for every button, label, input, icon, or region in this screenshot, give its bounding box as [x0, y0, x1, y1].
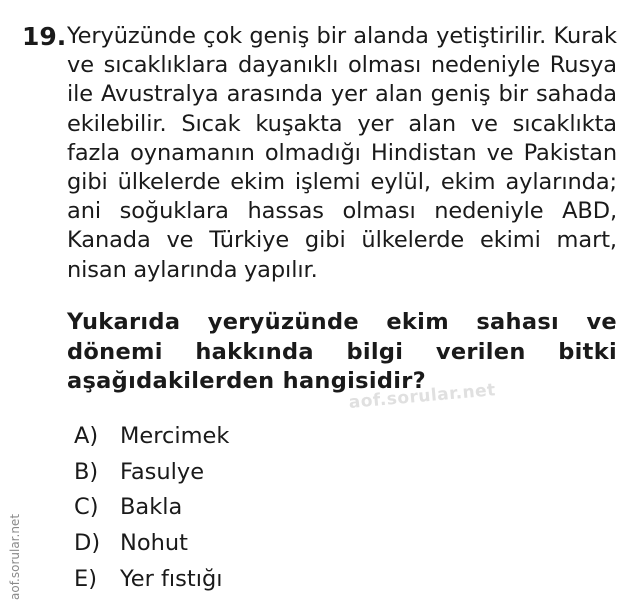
option-c[interactable]	[74, 489, 229, 525]
option-letter: D)	[74, 529, 101, 556]
option-letter: C)	[74, 494, 99, 521]
option-d[interactable]	[74, 525, 229, 561]
option-letter: B)	[74, 458, 99, 485]
option-e[interactable]	[74, 561, 229, 597]
option-text: Mercimek	[120, 422, 230, 449]
watermark-side: aof.sorular.net	[8, 513, 22, 600]
option-text: Yer fıstığı	[120, 565, 223, 592]
question-prompt: Yukarıda yeryüzünde ekim sahası ve dönemi hakkında bilgi verilen bitki aşağıdakilerden hangisidir?	[67, 309, 617, 394]
option-b[interactable]	[74, 454, 229, 490]
watermark-center: aof.sorular.net	[348, 380, 497, 413]
question-stem: Yeryüzünde çok geniş bir alanda yetiştirilir. Kurak ve sıcaklıklara dayanıklı olması nedeniyle Rusya ile Avustralya arasında yer alan geniş bir sahada ekilebilir. Sıcak kuşakta yer alan ve sıcaklıkta fazla oynamanın olmadığı Hindistan ve Pakistan gibi ülkelerde ekim işlemi eylül, ekim aylarında; ani soğuklara hassas olması nedeniyle ABD, Kanada ve Türkiye gibi ülkelerde ekimi mart, nisan aylarında yapılır.	[67, 23, 617, 283]
option-text: Nohut	[120, 529, 188, 556]
option-text: Fasulye	[120, 458, 205, 485]
option-letter: A)	[74, 422, 99, 449]
option-letter: E)	[74, 565, 97, 592]
option-a[interactable]	[74, 418, 229, 454]
option-text: Bakla	[120, 494, 183, 521]
answer-options	[74, 418, 229, 596]
question-number: 19.	[22, 22, 67, 51]
